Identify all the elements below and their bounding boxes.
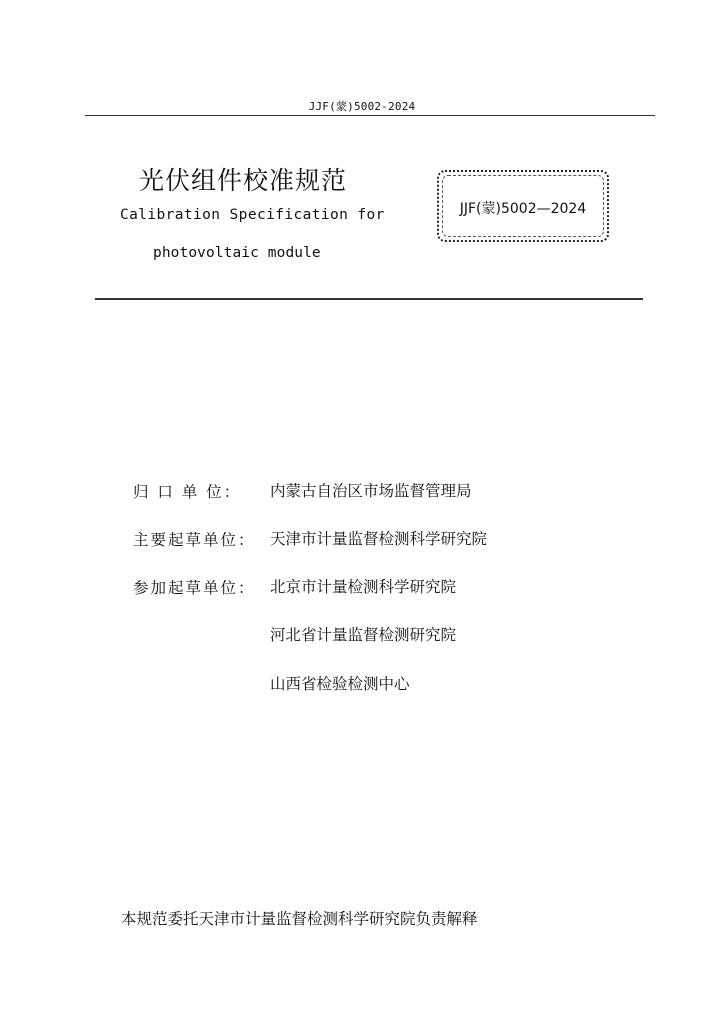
centralized-unit-value: 内蒙古自治区市场监督管理局 xyxy=(270,482,472,500)
interpretation-note: 本规范委托天津市计量监督检测科学研究院负责解释 xyxy=(121,910,478,928)
main-drafter-value: 天津市计量监督检测科学研究院 xyxy=(270,530,488,548)
document-title-english-line2: photovoltaic module xyxy=(153,245,321,261)
document-title-chinese: 光伏组件校准规范 xyxy=(139,166,348,195)
header-divider xyxy=(85,115,655,116)
standard-code-box-text: JJF(蒙)5002—2024 xyxy=(459,201,587,217)
participating-drafter-item: 山西省检验检测中心 xyxy=(270,675,410,693)
header-standard-code: JJF(蒙)5002-2024 xyxy=(308,100,416,113)
standard-code-box xyxy=(437,170,609,242)
participating-drafter-item: 北京市计量检测科学研究院 xyxy=(270,578,457,596)
participating-drafter-label: 参加起草单位： xyxy=(133,579,256,597)
main-drafter-label: 主要起草单位： xyxy=(133,531,256,549)
title-divider xyxy=(95,298,643,300)
centralized-unit-label: 归 口 单 位： xyxy=(133,483,242,501)
document-title-english-line1: Calibration Specification for xyxy=(120,207,385,223)
participating-drafter-item: 河北省计量监督检测研究院 xyxy=(270,626,457,644)
